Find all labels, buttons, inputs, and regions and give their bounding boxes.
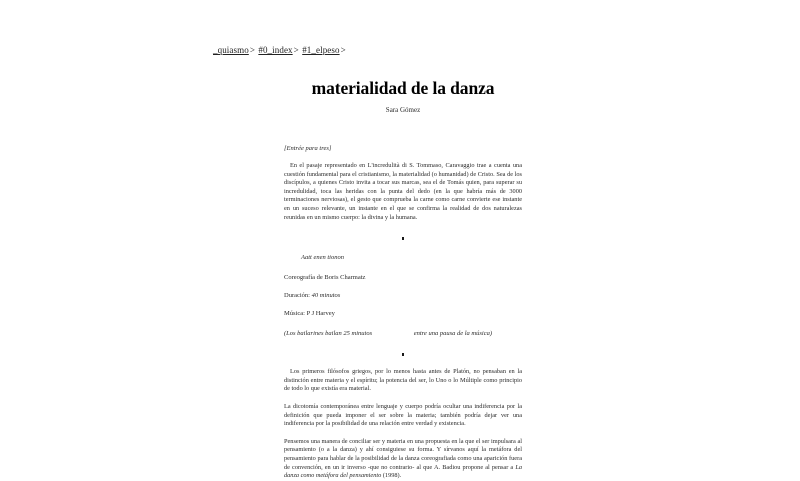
page-title: materialidad de la danza	[311, 78, 495, 98]
breadcrumb	[213, 44, 347, 56]
author-byline: Sara Gómez	[385, 106, 421, 114]
article-body	[284, 78, 522, 481]
credit-music	[284, 309, 522, 318]
stage-note: [Entrée para tres]	[284, 145, 332, 152]
credit-duration-value: 40 minutos	[311, 292, 341, 300]
performance-credits	[284, 253, 522, 318]
section-divider-bullet-2	[284, 350, 522, 359]
paragraph-4-text-end: (1998).	[381, 472, 402, 480]
credit-dance-note	[284, 329, 522, 338]
credit-music-label: Música:	[284, 310, 305, 318]
credit-duration	[284, 291, 522, 300]
breadcrumb-link-quiasmo[interactable]: _quiasmo	[213, 45, 249, 55]
paragraph-4-text-start: Pensemos una manera de conciliar ser y materia en una propuesta en la que el ser impulsara al pensamiento (o a la danza) y ahí consiguiese su forma. Y sírvanos aquí la metáfora del pensamiento para hablar de la posibilidad de la danza coreografiada como una aparición fuera de convención, en un ir inverso -que no contrario- al que A. Badiou propone al pensar a	[284, 437, 522, 471]
paragraph-1: En el pasaje representado en L'incredulità di S. Tommaso, Caravaggio trae a cuenta una cuestión fundamental para el cristianismo, la materialidad (o humanidad) de Cristo. Sea de los discípulos, a quienes Cristo invita a tocar sus marcas, sea el de Tomás quien, para superar su incredulidad, toca las heridas con la punta del dedo (en la que habría más de 3000 terminaciones nerviosas), el gesto que comprueba la carne como carne convierte ese instante en un suceso relevante, un instante en el que se confirma la realidad de dos naturalezas reunidas en un mismo cuerpo: la divina y la humana.	[284, 162, 522, 221]
breadcrumb-link-index[interactable]: #0_index	[258, 45, 293, 55]
breadcrumb-link-elpeso[interactable]: #1_elpeso	[302, 45, 340, 55]
credit-dance-note-right: entre una pausa de la música)	[413, 330, 492, 338]
square-bullet-icon	[402, 237, 405, 240]
breadcrumb-separator: >	[249, 45, 255, 55]
breadcrumb-separator: >	[340, 45, 346, 55]
section-divider-bullet-1	[284, 234, 522, 243]
credit-duration-label: Duración:	[284, 292, 310, 300]
paragraph-4	[284, 438, 522, 481]
credit-piece-title: Aatt enen tionon	[301, 254, 344, 262]
credit-choreography: Coreografía de Boris Charmatz	[284, 274, 366, 282]
paragraph-4-cited-title: La danza como metáfora del pensamiento	[284, 463, 522, 480]
credit-music-value: P J Harvey	[306, 310, 335, 318]
breadcrumb-separator: >	[293, 45, 299, 55]
square-bullet-icon	[402, 353, 405, 356]
paragraph-2: Los primeros filósofos griegos, por lo menos hasta antes de Platón, no pensaban en la distinción entre materia y el espíritu; la potencia del ser, lo Uno o lo Múltiple como principio de todo lo que existía era material.	[284, 368, 522, 393]
credit-dance-note-left: (Los bailarines bailan 25 minutos	[284, 330, 373, 338]
paragraph-3: La dicotomía contemporánea entre lenguaje y cuerpo podría ocultar una indiferencia por la definición que pueda imponer el ser sobre la materia; también podría dejar ver una indiferencia por la posibilidad de una relación entre verdad y existencia.	[284, 402, 522, 428]
